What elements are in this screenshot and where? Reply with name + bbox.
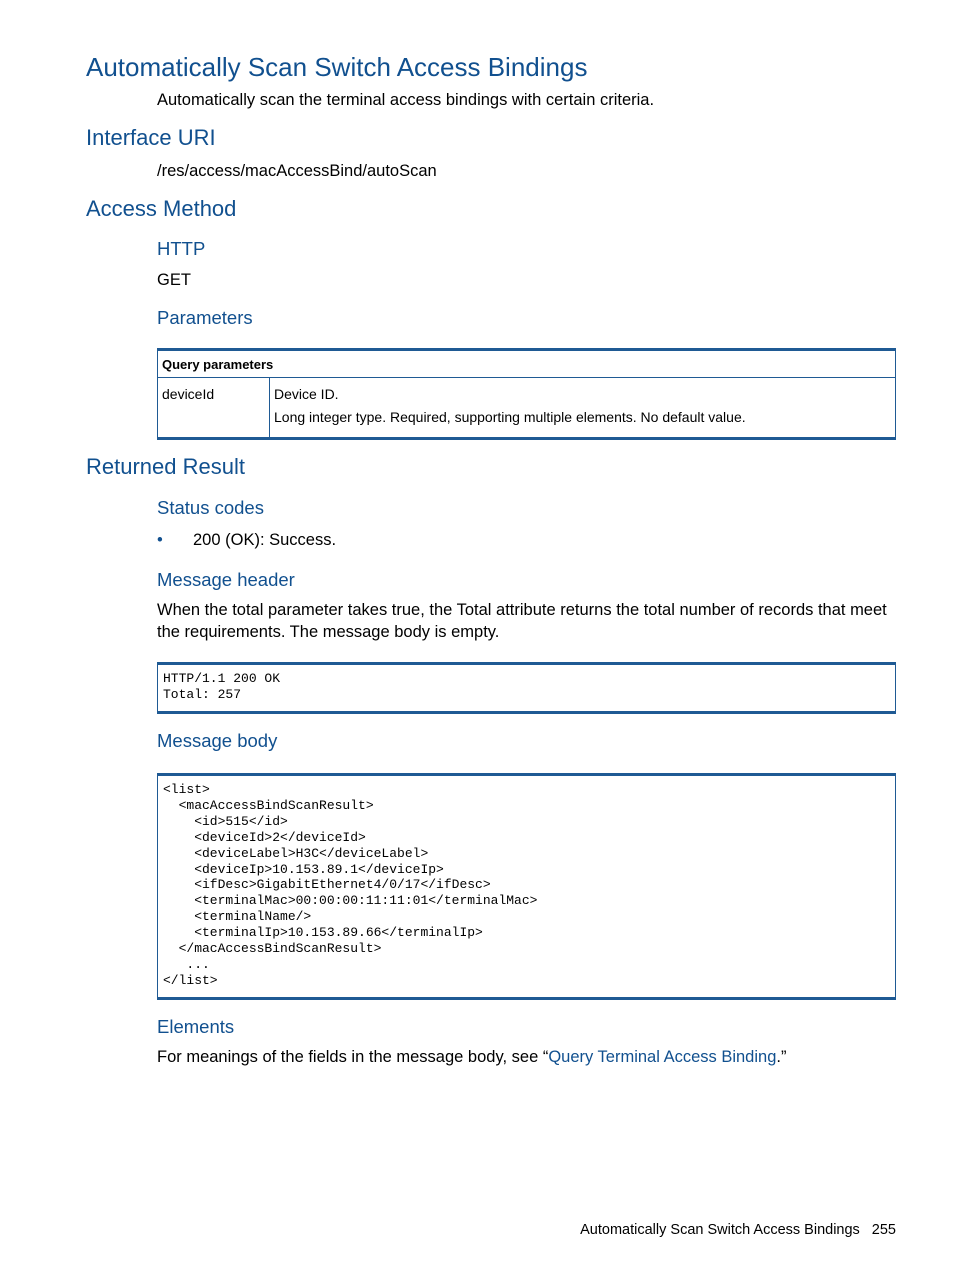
status-codes-heading: Status codes [157,497,264,518]
message-body-heading: Message body [157,730,278,751]
elements-prefix: For meanings of the fields in the message body, see “ [157,1048,549,1066]
list-item [157,531,336,550]
message-header-heading: Message header [157,569,295,590]
param-desc-line2: Long integer type. Required, supporting multiple elements. No default value. [274,409,746,425]
http-method: GET [157,271,191,289]
query-terminal-access-binding-link[interactable]: Query Terminal Access Binding [548,1048,777,1066]
page-footer [580,1222,896,1238]
interface-uri-value: /res/access/macAccessBind/autoScan [157,162,437,180]
parameters-heading: Parameters [157,307,253,328]
page-number: 255 [871,1222,896,1238]
message-body-code: <list> <macAccessBindScanResult> <id>515</id> <deviceId>2</deviceId> <deviceLabel>H3C</deviceLabel> <deviceIp>10.153.89.1</deviceIp> <ifDesc>GigabitEthernet4/0/17</ifDesc> <terminalMac>00:00:00:11:11:01</terminalMac> <terminalName/> <terminalIp>10.153.89.66</terminalIp> </macAccessBindScanResult> ... </list> [163,782,538,988]
footer-running-title: Automatically Scan Switch Access Bindings [580,1222,860,1238]
query-parameters-table [157,348,896,440]
http-heading: HTTP [157,238,206,259]
returned-result-heading: Returned Result [86,454,245,479]
message-body-code-box [157,773,896,1000]
status-code-text: 200 (OK): Success. [193,531,337,549]
page-title: Automatically Scan Switch Access Bindings [86,52,588,82]
intro-text: Automatically scan the terminal access bindings with certain criteria. [157,91,655,109]
message-header-code-box [157,662,896,714]
param-name: deviceId [158,378,270,438]
param-desc-line1: Device ID. [274,386,339,402]
param-description [270,378,896,438]
interface-uri-heading: Interface URI [86,125,216,150]
table-header: Query parameters [158,351,895,378]
elements-text [157,1046,786,1068]
bullet-icon: • [157,531,163,549]
message-header-code: HTTP/1.1 200 OK Total: 257 [163,671,281,702]
table-row [158,378,895,438]
access-method-heading: Access Method [86,196,237,221]
elements-suffix: .” [776,1048,787,1066]
message-header-text: When the total parameter takes true, the Total attribute returns the total number of records that meet the requirements. The message body is empty. [157,601,887,641]
elements-heading: Elements [157,1016,235,1037]
